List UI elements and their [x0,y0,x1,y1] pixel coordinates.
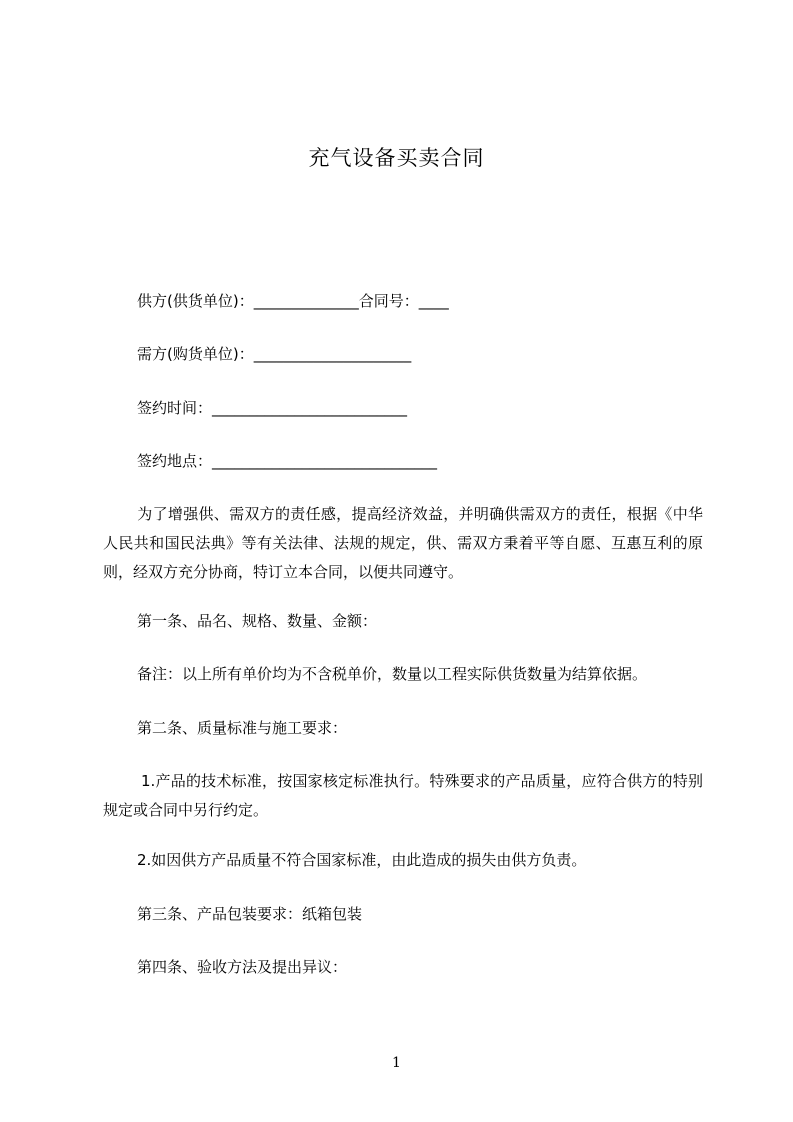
clause-1: 第一条、品名、规格、数量、金额： [137,612,378,630]
item-1-paragraph: 1.产品的技术标准，按国家核定标准执行。特殊要求的产品质量，应符合供方的特别规定或合同中另行约定。 [103,772,703,819]
note: 备注：以上所有单价均为不含税单价，数量以工程实际供货数量为结算依据。 [137,665,648,683]
document-title: 充气设备买卖合同 [308,146,485,170]
page-number: 1 [392,1055,401,1071]
supplier-field: 供方(供货单位)：______________合同号：____ [137,292,449,310]
intro-paragraph: 为了增强供、需双方的责任感，提高经济效益，并明确供需双方的责任，根据《中华人民共和国民法典》等有关法律、法规的规定，供、需双方秉着平等自愿、互惠互利的原则，经双方充分协商，特订立本合同，以便共同遵守。 [103,505,703,581]
clause-2: 第二条、质量标准与施工要求： [137,719,348,737]
sign-time-field: 签约时间：__________________________ [137,399,408,417]
sign-place-field: 签约地点：______________________________ [137,452,438,470]
item-2: 2.如因供方产品质量不符合国家标准，由此造成的损失由供方负责。 [137,851,587,869]
clause-3: 第三条、产品包装要求：纸箱包装 [137,905,363,923]
clause-4: 第四条、验收方法及提出异议： [137,958,348,976]
buyer-field: 需方(购货单位)：_____________________ [137,345,412,363]
